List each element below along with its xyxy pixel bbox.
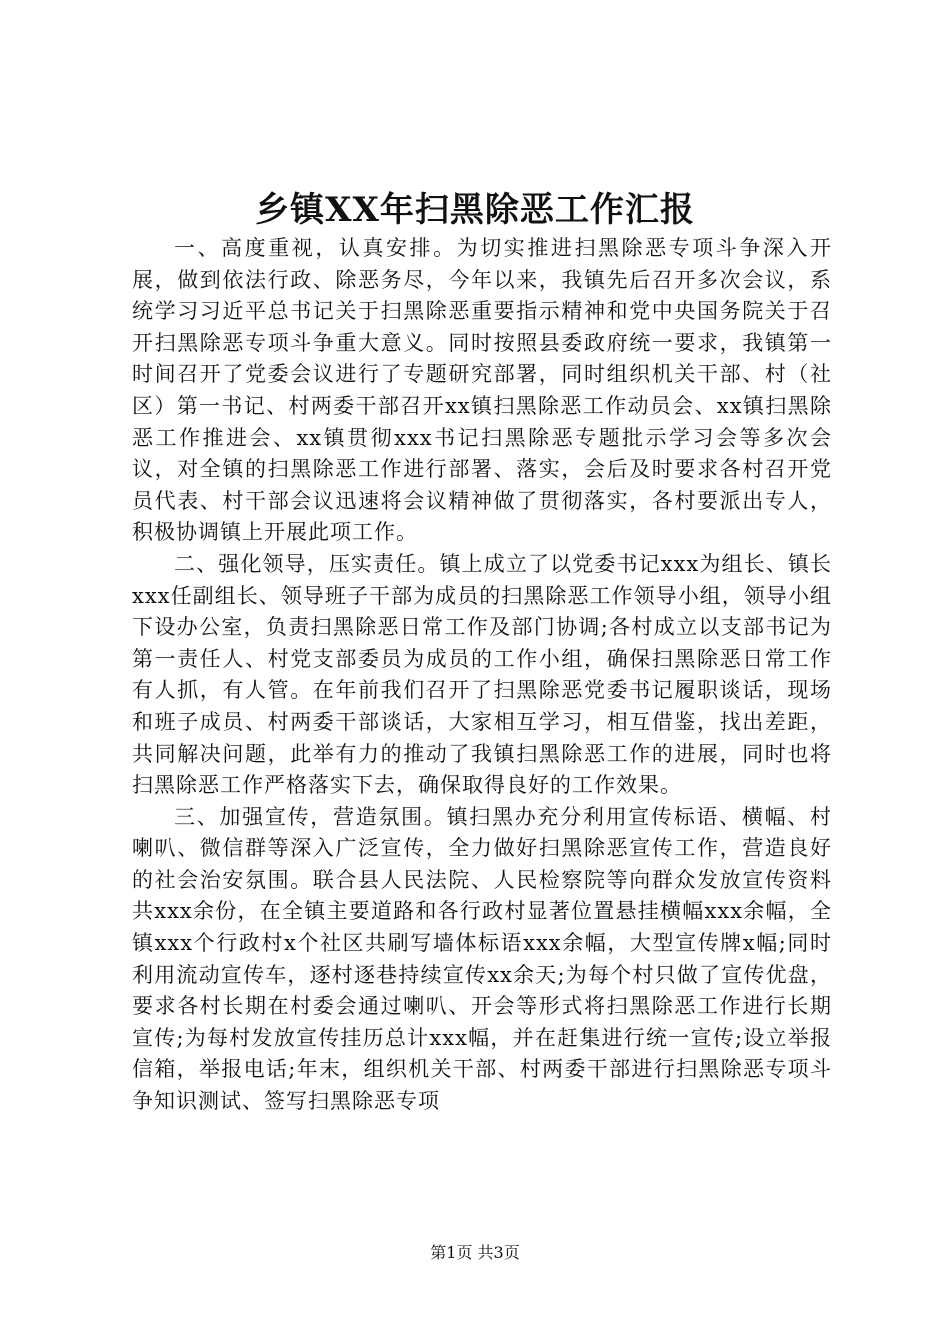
paragraph-1: 一、高度重视，认真安排。为切实推进扫黑除恶专项斗争深入开展，做到依法行政、除恶务尽，今年以来，我镇先后召开多次会议，系统学习习近平总书记关于扫黑除恶重要指示精神和党中央国务院关于召开扫黑除恶专项斗争重大意义。同时按照县委政府统一要求，我镇第一时间召开了党委会议进行了专题研究部署，同时组织机关干部、村（社区）第一书记、村两委干部召开xx镇扫黑除恶工作动员会、xx镇扫黑除恶工作推进会、xx镇贯彻xxx书记扫黑除恶专题批示学习会等多次会议，对全镇的扫黑除恶工作进行部署、落实，会后及时要求各村召开党员代表、村干部会议迅速将会议精神做了贯彻落实，各村要派出专人，积极协调镇上开展此项工作。 xyxy=(132,236,832,545)
page-number: 第1页 共3页 xyxy=(430,1243,520,1262)
document-body xyxy=(132,233,832,1118)
paragraph-2: 二、强化领导，压实责任。镇上成立了以党委书记xxx为组长、镇长xxx任副组长、领导班子干部为成员的扫黑除恶工作领导小组，领导小组下设办公室，负责扫黑除恶日常工作及部门协调;各村成立以支部书记为第一责任人、村党支部委员为成员的工作小组，确保扫黑除恶日常工作有人抓，有人管。在年前我们召开了扫黑除恶党委书记履职谈话，现场和班子成员、村两委干部谈话，大家相互学习，相互借鉴，找出差距，共同解决问题，此举有力的推动了我镇扫黑除恶工作的进展，同时也将扫黑除恶工作严格落实下去，确保取得良好的工作效果。 xyxy=(132,551,832,798)
document-title: 乡镇XX年扫黑除恶工作汇报 xyxy=(255,190,695,230)
paragraph-3: 三、加强宣传，营造氛围。镇扫黑办充分利用宣传标语、横幅、村喇叭、微信群等深入广泛宣传，全力做好扫黑除恶宣传工作，营造良好的社会治安氛围。联合县人民法院、人民检察院等向群众发放宣传资料共xxx余份，在全镇主要道路和各行政村显著位置悬挂横幅xxx余幅，全镇xxx个行政村x个社区共刷写墙体标语xxx余幅，大型宣传牌x幅;同时利用流动宣传车，逐村逐巷持续宣传xx余天;为每个村只做了宣传优盘，要求各村长期在村委会通过喇叭、开会等形式将扫黑除恶工作进行长期宣传;为每村发放宣传挂历总计xxx幅，并在赶集进行统一宣传;设立举报信箱，举报电话;年末，组织机关干部、村两委干部进行扫黑除恶专项斗争知识测试、签写扫黑除恶专项 xyxy=(132,804,832,1114)
